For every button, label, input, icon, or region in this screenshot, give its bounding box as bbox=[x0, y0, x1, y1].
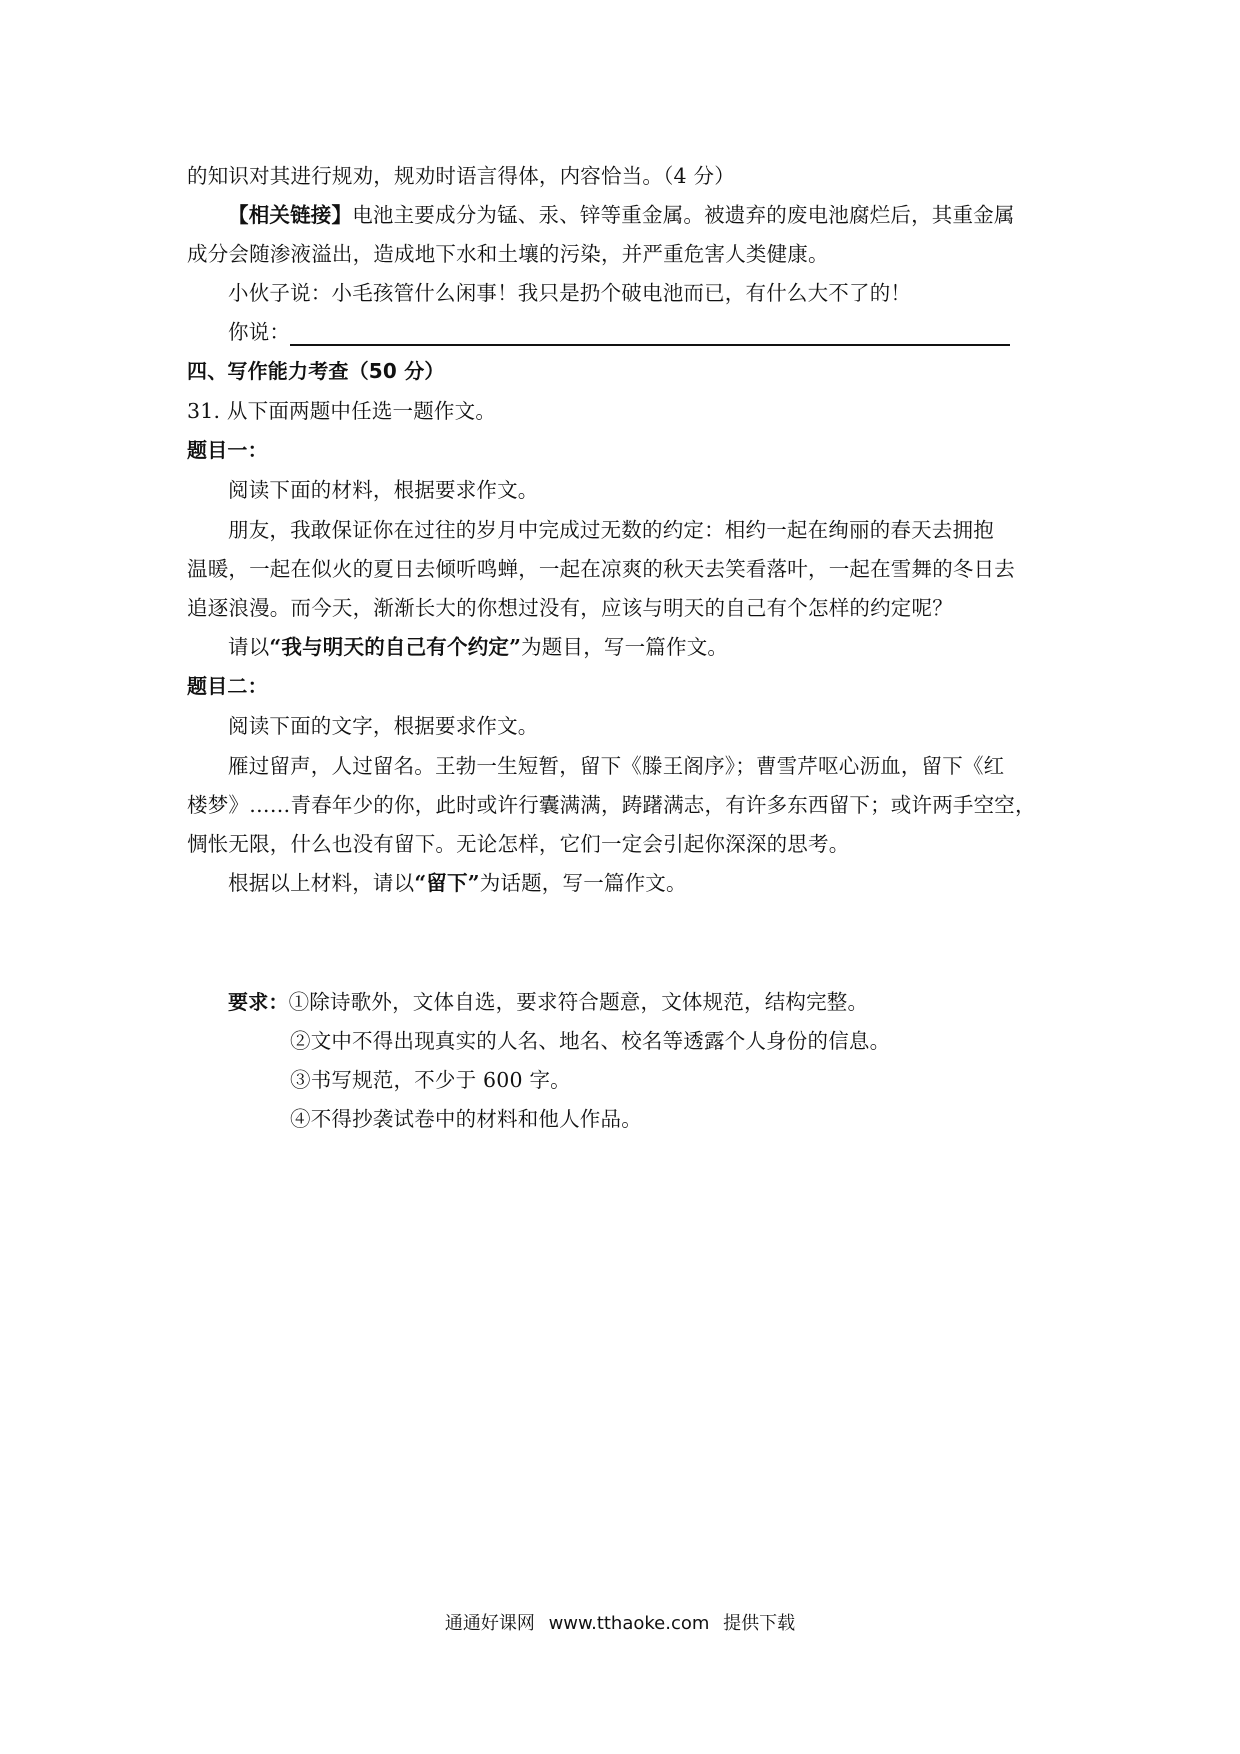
topic1-instruction bbox=[228, 633, 728, 661]
topic2-intro: 阅读下面的文字，根据要求作文。 bbox=[228, 714, 539, 738]
section4-heading: 四、写作能力考查（50 分） bbox=[187, 359, 445, 383]
topic2-paragraph-line2: 楼梦》……青春年少的你，此时或许行囊满满，踌躇满志，有许多东西留下；或许两手空空， bbox=[187, 793, 1036, 817]
related-link-text1: 电池主要成分为锰、汞、锌等重金属。被遗弃的废电池腐烂后，其重金属 bbox=[352, 203, 1015, 227]
topic2-instruction bbox=[228, 869, 687, 897]
topic1-instruction-post: 为题目，写一篇作文。 bbox=[521, 635, 729, 659]
q30-related-link-line1 bbox=[228, 201, 1015, 229]
topic2-paragraph-line1: 雁过留声，人过留名。王勃一生短暂，留下《滕王阁序》；曹雪芹呕心沥血，留下《红 bbox=[228, 754, 1005, 778]
requirement-4: ④不得抄袭试卷中的材料和他人作品。 bbox=[290, 1107, 642, 1131]
topic1-instruction-pre: 请以 bbox=[228, 635, 270, 659]
requirement-3: ③书写规范，不少于 600 字。 bbox=[290, 1068, 571, 1092]
you-say-label: 你说： bbox=[228, 320, 291, 344]
q30-young-man-quote: 小伙子说：小毛孩管什么闲事！我只是扔个破电池而已，有什么大不了的！ bbox=[228, 281, 912, 305]
topic2-instruction-pre: 根据以上材料，请以 bbox=[228, 871, 415, 895]
requirements-label: 要求： bbox=[228, 990, 289, 1014]
q30-answer-row bbox=[228, 318, 1010, 346]
topic2-topic-word: “留下” bbox=[414, 871, 480, 895]
topic1-intro: 阅读下面的材料，根据要求作文。 bbox=[228, 478, 539, 502]
topic2-paragraph-line3: 惆怅无限，什么也没有留下。无论怎样，它们一定会引起你深深的思考。 bbox=[187, 832, 850, 856]
page-footer bbox=[0, 1612, 1240, 1636]
requirement-2: ②文中不得出现真实的人名、地名、校名等透露个人身份的信息。 bbox=[290, 1029, 891, 1053]
footer-site-name: 通通好课网 bbox=[444, 1613, 535, 1634]
q30-line1: 的知识对其进行规劝，规劝时语言得体，内容恰当。（4 分） bbox=[187, 164, 735, 188]
topic1-paragraph-line3: 追逐浪漫。而今天，渐渐长大的你想过没有，应该与明天的自己有个怎样的约定呢？ bbox=[187, 596, 953, 620]
topic1-paragraph-line1: 朋友，我敢保证你在过往的岁月中完成过无数的约定：相约一起在绚丽的春天去拥抱 bbox=[228, 518, 994, 542]
topic1-essay-title: “我与明天的自己有个约定” bbox=[269, 635, 522, 659]
answer-blank-line[interactable] bbox=[290, 322, 1010, 346]
topic2-instruction-post: 为话题，写一篇作文。 bbox=[479, 871, 687, 895]
q31-prompt: 31. 从下面两题中任选一题作文。 bbox=[187, 399, 497, 423]
topic1-paragraph-line2: 温暖，一起在似火的夏日去倾听鸣蝉，一起在凉爽的秋天去笑看落叶，一起在雪舞的冬日去 bbox=[187, 557, 1015, 581]
topic2-label: 题目二： bbox=[187, 674, 268, 698]
footer-url: www.tthaoke.com bbox=[548, 1613, 710, 1634]
related-link-label: 【相关链接】 bbox=[228, 203, 353, 227]
q30-related-link-line2: 成分会随渗液溢出，造成地下水和土壤的污染，并严重危害人类健康。 bbox=[187, 242, 829, 266]
requirement-row-1 bbox=[228, 988, 868, 1016]
footer-suffix: 提供下载 bbox=[723, 1613, 796, 1634]
requirement-1: ①除诗歌外，文体自选，要求符合题意，文体规范，结构完整。 bbox=[288, 990, 869, 1014]
topic1-label: 题目一： bbox=[187, 438, 268, 462]
